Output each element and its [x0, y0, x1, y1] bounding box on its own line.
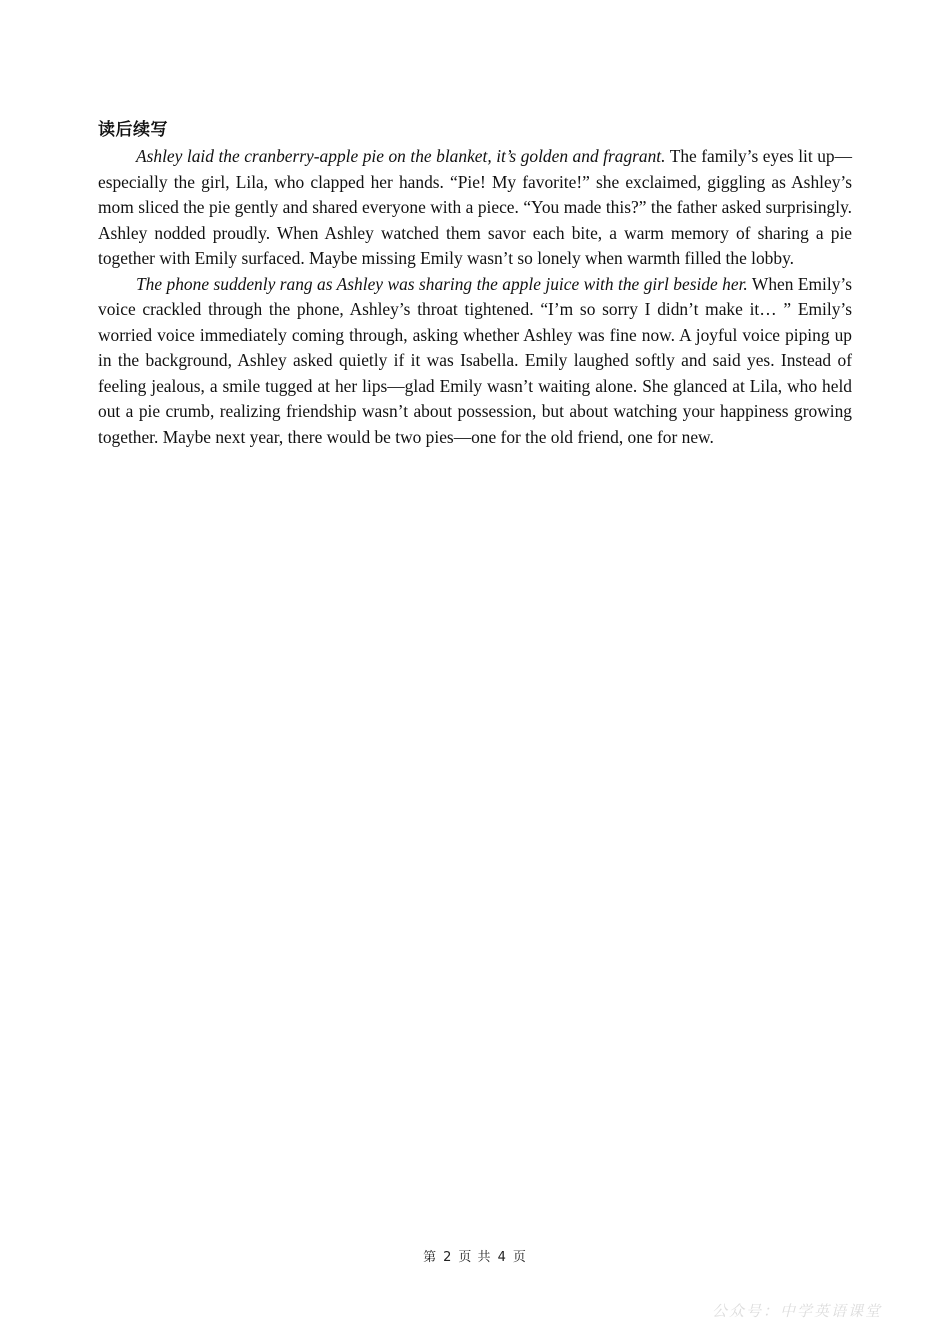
paragraph-2-body: When Emily’s voice crackled through the phone, Ashley’s throat tightened. “I’m so sorry I didn’t make it… ” Emily’s worried voice immediately coming through, asking whether Ashley was fine now. A joyful voice piping up in the background, Ashley asked quietly if it was Isabella. Emily laughed softly and said yes. Instead of feeling jealous, a smile tugged at her lips—glad Emily wasn’t waiting alone. She glanced at Lila, who held out a pie crumb, realizing friendship wasn’t about possession, but about watching your happiness growing together. Maybe next year, there would be two pies—one for the old friend, one for new. — [98, 273, 852, 447]
footer-middle: 页 共 — [458, 1250, 492, 1265]
watermark: 公众号：中学英语课堂 — [711, 1302, 882, 1320]
paragraph-2 — [98, 272, 852, 451]
section-title: 读后续写 — [98, 120, 168, 140]
paragraph-1-italic-lead: Ashley laid the cranberry-apple pie on the blanket, it’s golden and fragrant. — [136, 146, 666, 166]
footer-suffix: 页 — [512, 1250, 527, 1265]
footer-total-pages: 4 — [497, 1250, 507, 1265]
paragraph-2-italic-lead: The phone suddenly rang as Ashley was sharing the apple juice with the girl beside her. — [136, 273, 748, 294]
footer-prefix: 第 — [423, 1250, 438, 1265]
paragraph-1-body: The family’s eyes lit up—especially the girl, Lila, who clapped her hands. “Pie! My favorite!” she exclaimed, giggling as Ashley’s mom sliced the pie gently and shared everyone with a piece. “You made this?” the father asked surprisingly. Ashley nodded proudly. When Ashley watched them savor each bite, a warm memory of sharing a pie together with Emily surfaced. Maybe missing Emily wasn’t so lonely when warmth filled the lobby. — [98, 146, 852, 268]
page-footer — [0, 1246, 950, 1265]
paragraph-1 — [98, 144, 852, 272]
document-body — [98, 118, 852, 450]
footer-page-number: 2 — [443, 1250, 453, 1265]
